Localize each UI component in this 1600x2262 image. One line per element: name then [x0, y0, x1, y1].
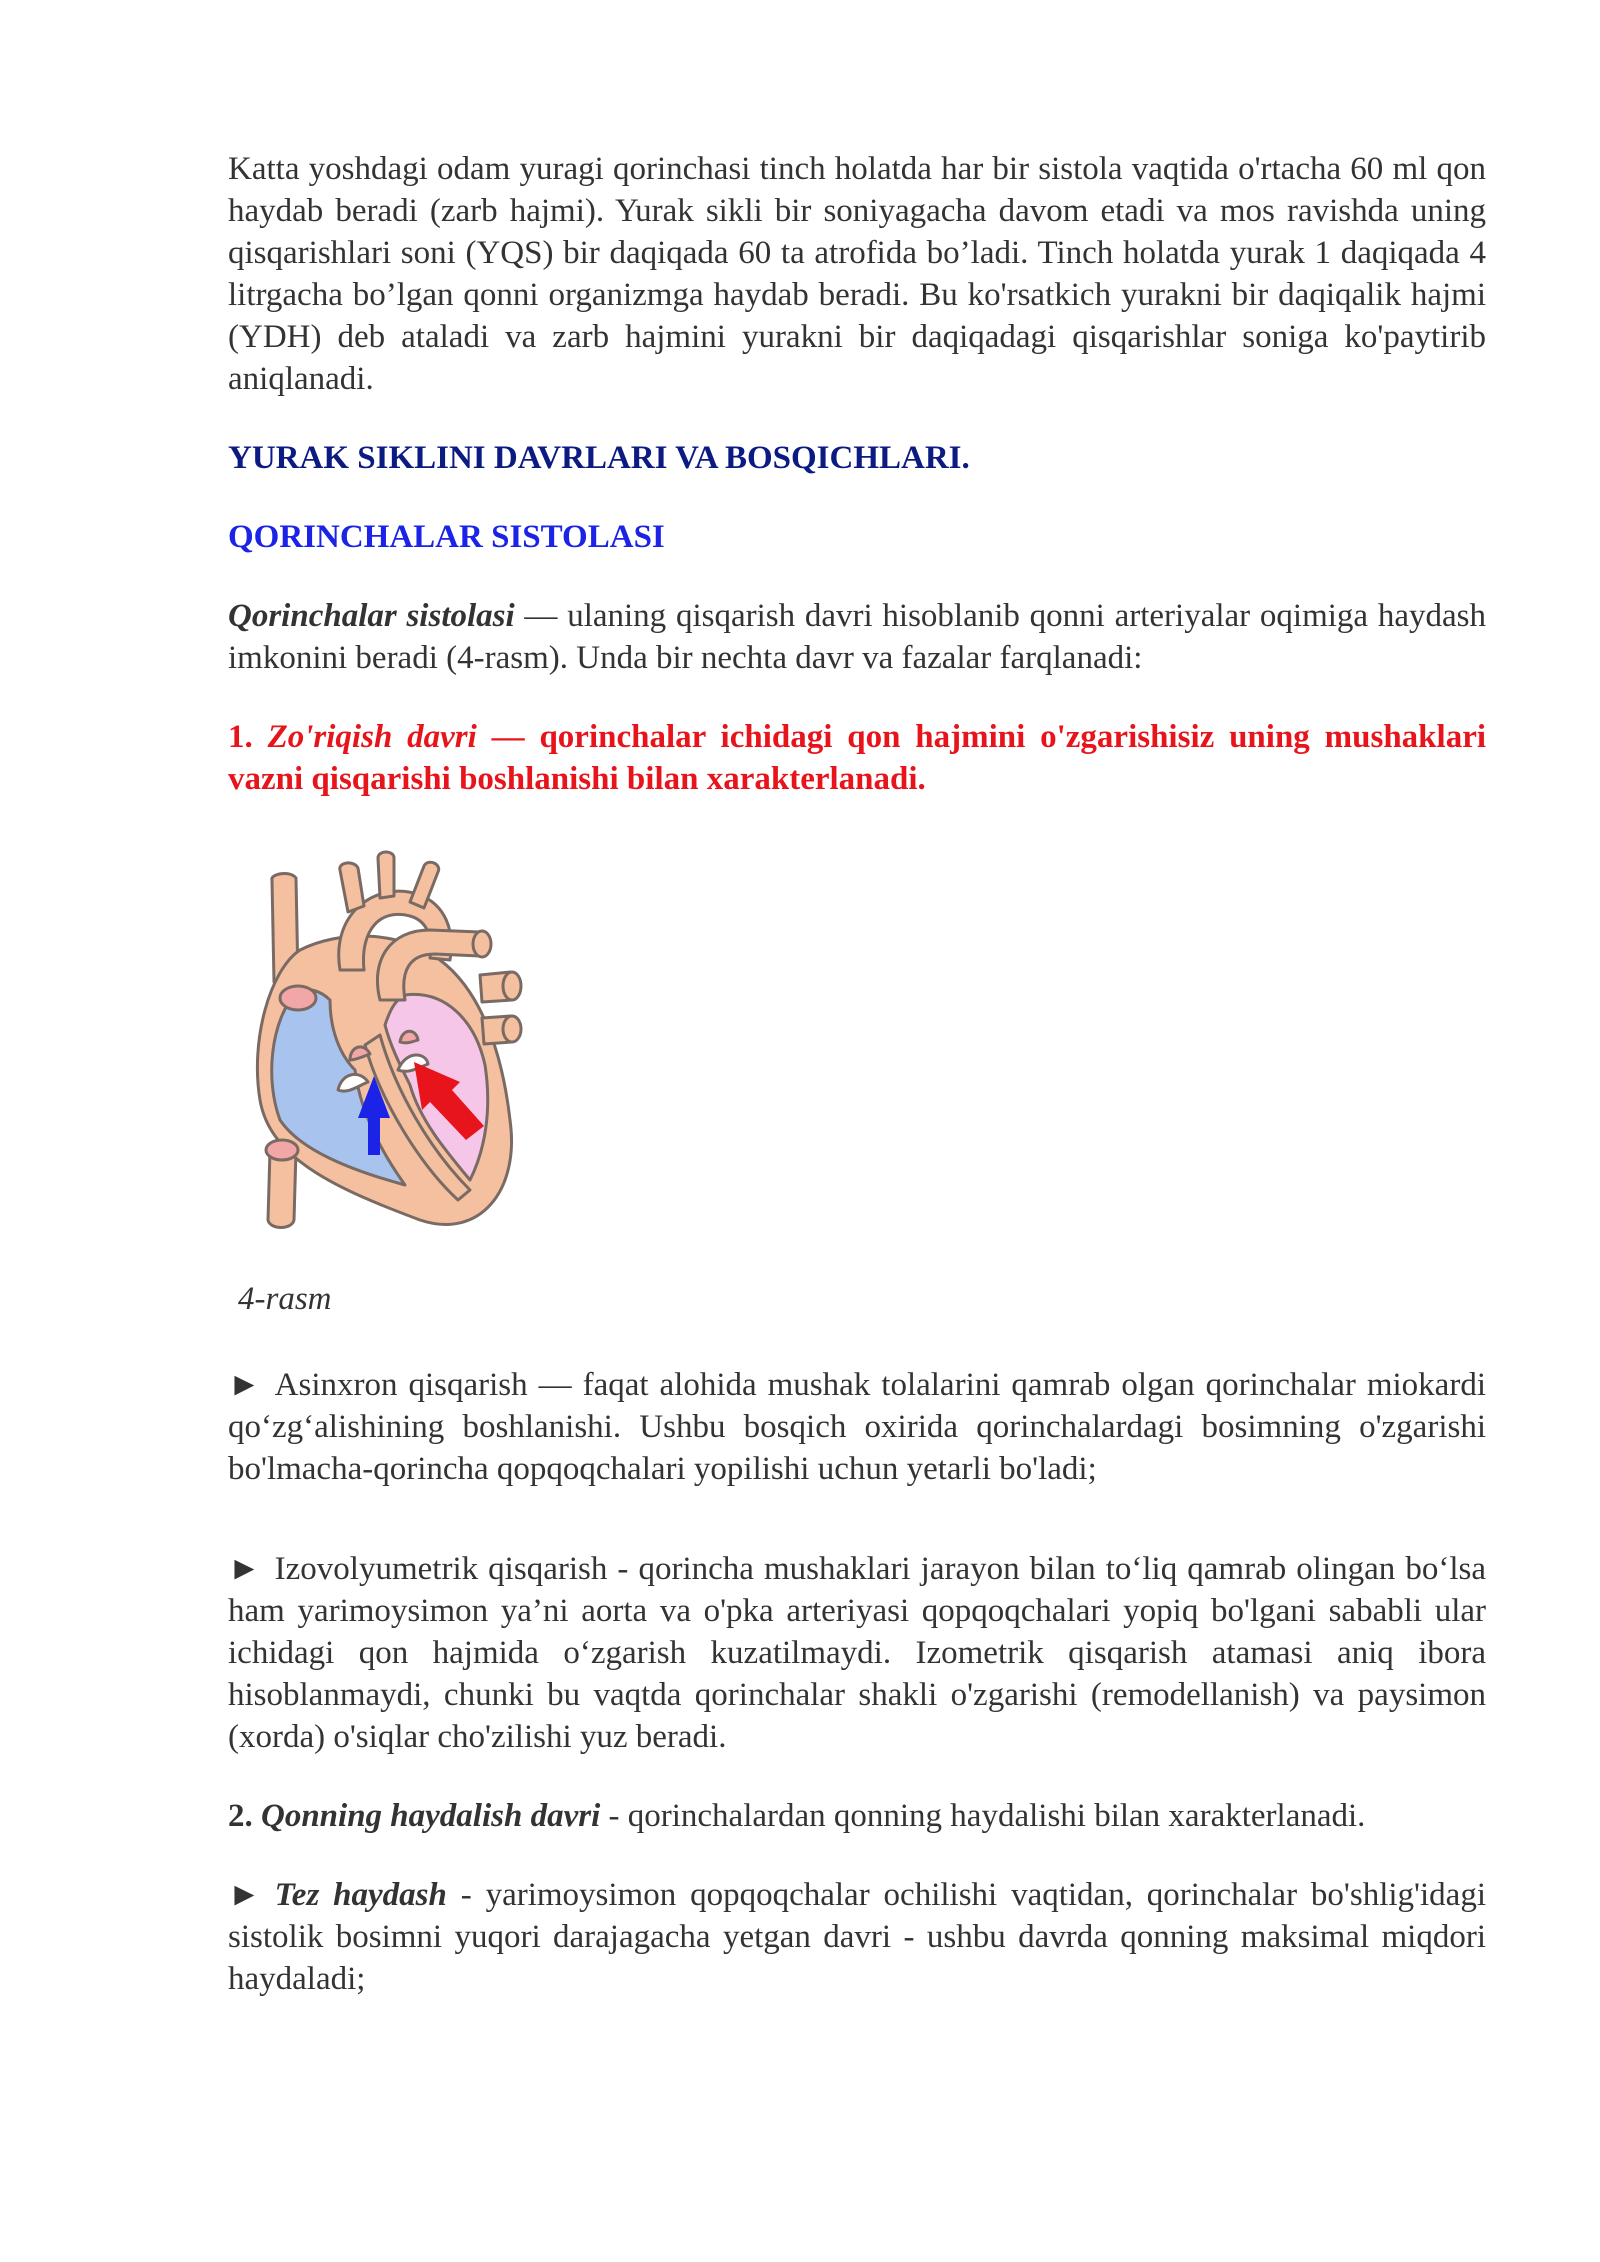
subsection-heading: QORINCHALAR SISTOLASI — [228, 519, 665, 555]
bullet-arrow-icon: ► — [228, 1367, 261, 1403]
period-2-paragraph — [228, 1795, 1486, 1837]
artery-2 — [378, 852, 394, 898]
period-1-paragraph — [228, 716, 1486, 800]
intro-paragraph: Katta yoshdagi odam yuragi qorinchasi tinch holatda har bir sistola vaqtida o'rtacha 60 ml qon haydab beradi (zarb hajmi). Yurak sikli bir soniyagacha davom etadi va mos ravishda uning qisqarishlari soni (YQS) bir daqiqada 60 ta atrofida bo’ladi. Tinch holatda yurak 1 daqiqada 4 litrgacha bo’lgan qonni organizmga haydab beradi. Bu ko'rsatkich yurakni bir daqiqalik hajmi (YDH) deb ataladi va zarb hajmini yurakni bir daqiqadagi qisqarishlar soniga ko'paytirib aniqlanadi. — [228, 151, 1486, 397]
period-1-number: 1. — [228, 719, 268, 755]
artery-1 — [340, 863, 364, 912]
artery-3 — [410, 862, 439, 908]
period-1-text: — qorinchalar ichidagi qon hajmini o'zgarishisiz uning mushaklari vazni qisqarishi boshlanishi bilan xarakterlanadi. — [228, 719, 1487, 797]
tez-term: Tez haydash — [274, 1877, 447, 1913]
bullet-arrow-icon: ► — [228, 1551, 261, 1587]
definition-paragraph — [228, 595, 1486, 679]
vessel-opening-bottom — [266, 1140, 298, 1160]
period-2-text: - qorinchalardan qonning haydalishi bilan xarakterlanadi. — [600, 1798, 1366, 1834]
period-1-term: Zo'riqish davri — [267, 719, 477, 755]
bullet-arrow-icon: ► — [228, 1877, 261, 1913]
izovolyumetrik-paragraph — [228, 1548, 1486, 1758]
vena-cava-inferior — [268, 1150, 296, 1228]
period-2-number: 2. — [228, 1798, 261, 1834]
period-2-term: Qonning haydalish davri — [261, 1798, 601, 1834]
pulmonary-artery-end — [473, 931, 491, 957]
tez-text: - yarimoysimon qopqoqchalar ochilishi vaqtidan, qorinchalar bo'shlig'idagi sistolik bosimni yuqori darajagacha yetgan davri - ushbu davrda qonning maksimal miqdori haydaladi; — [228, 1877, 1486, 1997]
section-heading: YURAK SIKLINI DAVRLARI VA BOSQICHLARI. — [228, 440, 970, 476]
vessel-opening-left — [280, 986, 316, 1010]
document-page — [228, 148, 1486, 2000]
pulmonary-vein-upper-end — [503, 972, 521, 1000]
izovolyumetrik-text: Izovolyumetrik qisqarish - qorincha mushaklari jarayon bilan to‘liq qamrab olingan bo‘lsa ham yarimoysimon ya’ni aorta va o'pka arteriyasi qopqoqchalari yopiq bo'lgani sababli ular ichidagi qon hajmida o‘zgarish kuzatilmaydi. Izometrik qisqarish atamasi aniq ibora hisoblanmaydi, chunki bu vaqtda qorinchalar shakli o'zgarishi (remodellanish) va paysimon (xorda) o'siqlar cho'zilishi yuz beradi. — [228, 1551, 1486, 1755]
heart-diagram — [230, 850, 530, 1250]
asinxron-paragraph — [228, 1364, 1486, 1490]
definition-text: — ulaning qisqarish davri hisoblanib qonni arteriyalar oqimiga haydash imkonini beradi (4-rasm). Unda bir nechta davr va fazalar farqlanadi: — [228, 598, 1486, 676]
tez-paragraph — [228, 1874, 1486, 2000]
definition-term: Qorinchalar sistolasi — [228, 598, 515, 634]
heart-illustration — [230, 850, 530, 1250]
pulmonary-vein-lower-end — [503, 1016, 521, 1042]
figure-caption: 4-rasm — [238, 1281, 332, 1317]
asinxron-text: Asinxron qisqarish — faqat alohida mushak tolalarini qamrab olgan qorinchalar miokardi qo‘zg‘alishining boshlanishi. Ushbu bosqich oxirida qorinchalardagi bosimning o'zgarishi bo'lmacha-qorincha qopqoqchalari yopilishi uchun yetarli bo'ladi; — [228, 1367, 1486, 1487]
aortic-valve — [400, 1031, 418, 1043]
